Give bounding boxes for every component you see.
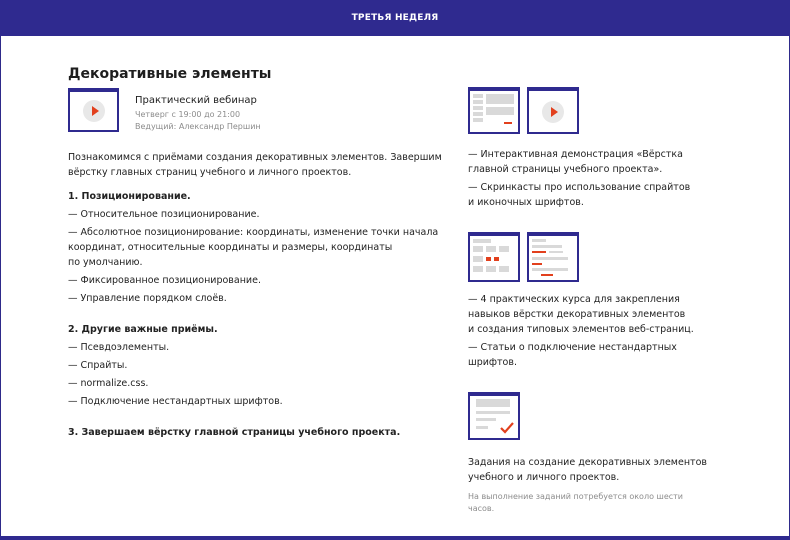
- resource-line: шрифтов.: [468, 357, 517, 368]
- resource-line: — 4 практических курса для закрепления: [468, 294, 680, 305]
- screencast-video-icon[interactable]: [527, 87, 579, 134]
- section-title: Декоративные элементы: [68, 66, 272, 82]
- practice-course-icon[interactable]: [468, 232, 520, 282]
- play-icon: [542, 101, 564, 123]
- week-header: [0, 0, 790, 36]
- task-line: Задания на создание декоративных элементов: [468, 457, 707, 468]
- resource-line: — Статьи о подключение нестандартных: [468, 342, 677, 353]
- topic-heading: 3. Завершаем вёрстку главной страницы учебного проекта.: [68, 427, 401, 438]
- webinar-video-icon[interactable]: [68, 88, 119, 132]
- topic-item: — Управление порядком слоёв.: [68, 293, 227, 304]
- topic-item: координат, относительные координаты и размеры, координаты: [68, 242, 393, 253]
- topic-heading: 1. Позиционирование.: [68, 191, 191, 202]
- topic-item: — Фиксированное позиционирование.: [68, 275, 261, 286]
- webinar-title: Практический вебинар: [135, 95, 257, 106]
- task-note: часов.: [468, 504, 495, 513]
- intro-line: Познакомимся с приёмами создания декоративных элементов. Завершим: [68, 152, 442, 163]
- topic-heading: 2. Другие важные приёмы.: [68, 324, 218, 335]
- resource-line: главной страницы учебного проекта».: [468, 164, 663, 175]
- interactive-demo-icon[interactable]: [468, 87, 520, 134]
- resource-line: — Скринкасты про использование спрайтов: [468, 182, 691, 193]
- footer-bar: [0, 536, 790, 540]
- topic-item: — Подключение нестандартных шрифтов.: [68, 396, 283, 407]
- task-line: учебного и личного проектов.: [468, 472, 620, 483]
- task-note: На выполнение заданий потребуется около шести: [468, 492, 683, 501]
- topic-item: — Абсолютное позиционирование: координаты, изменение точки начала: [68, 227, 439, 238]
- intro-line: вёрстку главных страниц учебного и личного проектов.: [68, 167, 352, 178]
- week-title: ТРЕТЬЯ НЕДЕЛЯ: [351, 13, 439, 23]
- topic-item: по умолчанию.: [68, 257, 143, 268]
- topic-item: — Относительное позиционирование.: [68, 209, 260, 220]
- topic-item: — normalize.css.: [68, 378, 149, 389]
- resource-line: и создания типовых элементов веб-страниц.: [468, 324, 694, 335]
- topic-item: — Спрайты.: [68, 360, 128, 371]
- resource-line: — Интерактивная демонстрация «Вёрстка: [468, 149, 683, 160]
- checkmark-icon: [500, 422, 514, 434]
- article-icon[interactable]: [527, 232, 579, 282]
- tasks-icon[interactable]: [468, 392, 520, 440]
- webinar-host: Ведущий: Александр Першин: [135, 122, 261, 131]
- resource-line: навыков вёрстки декоративных элементов: [468, 309, 686, 320]
- webinar-time: Четверг с 19:00 до 21:00: [135, 110, 241, 119]
- play-icon: [83, 100, 105, 122]
- topic-item: — Псевдоэлементы.: [68, 342, 170, 353]
- resource-line: и иконочных шрифтов.: [468, 197, 584, 208]
